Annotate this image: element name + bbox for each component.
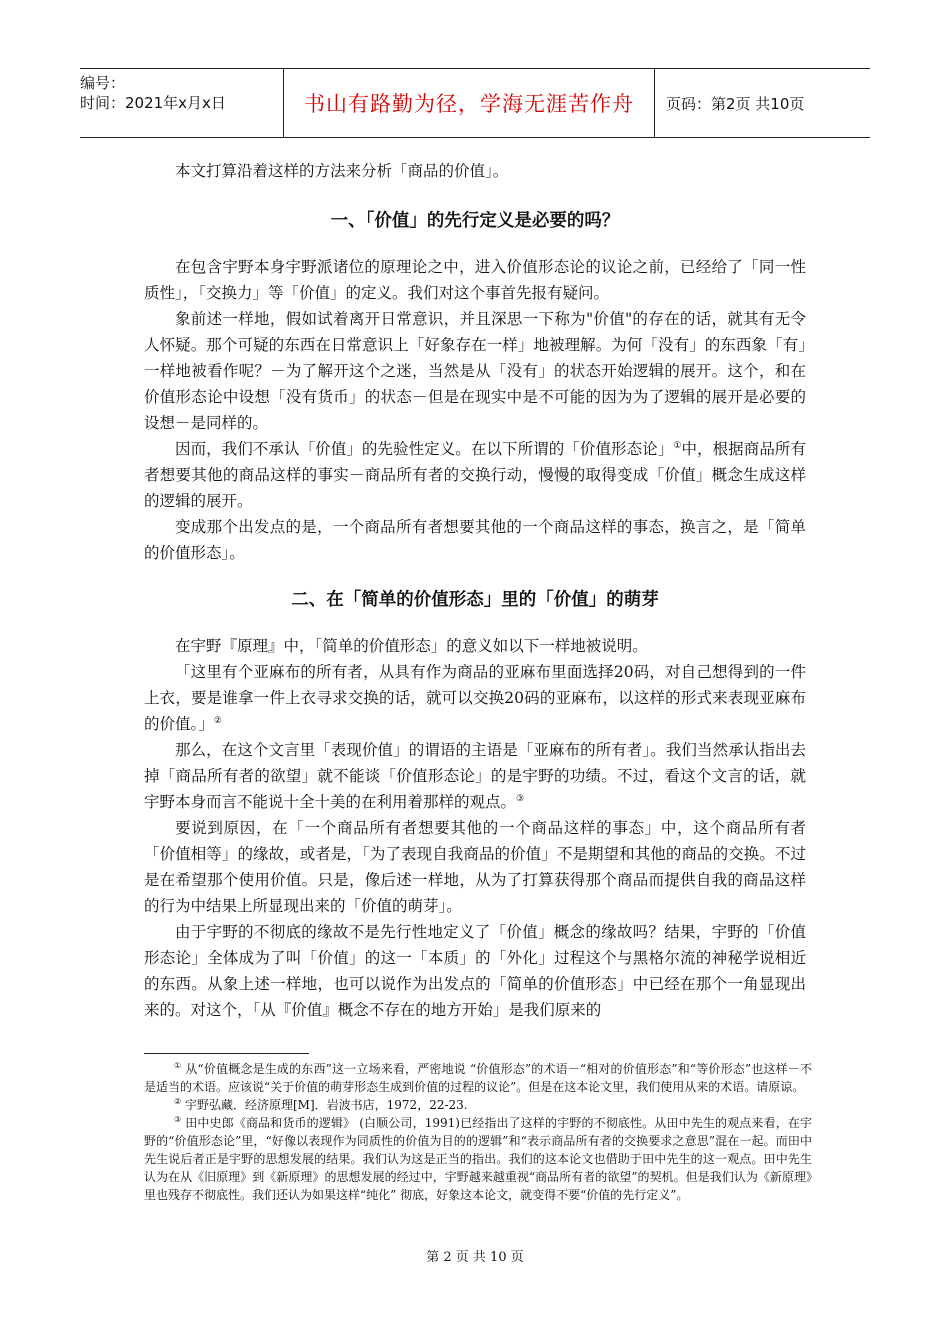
section2-paragraph-2 <box>144 659 806 737</box>
section2-paragraph-4: 要说到原因，在「一个商品所有者想要其他的一个商品这样的事态」中，这个商品所有者「价值相等」的缘故，或者是，「为了表现自我商品的价值」不是期望和其他的商品的交换。不过是在希望那个使用价值。只是，像后述一样地，从为了打算获得那个商品而提供自我的商品这样的行为中结果上所显现出来的「价值的萌芽」。 <box>144 819 806 915</box>
footnote-mark-2: ② <box>174 1097 182 1106</box>
footnote-ref-2: ② <box>213 715 222 726</box>
section2-p3-text: 那么，在这个文言里「表现价值」的谓语的主语是「亚麻布的所有者」。我们当然承认指出去掉「商品所有者的欲望」就不能谈「价值形态论」的是宇野的功绩。不过，看这个文言的话，就宇野本身而言不能说十全十美的在利用着那样的观点。 <box>144 741 806 811</box>
section2-paragraph-3 <box>144 737 806 815</box>
intro-paragraph: 本文打算沿着这样的方法来分析「商品的价值」。 <box>175 162 509 180</box>
footnote-text-3: 田中史郎《商品和货币的逻辑》 (白顺公司，1991)已经指出了这样的宇野的不彻底性。从田中先生的观点来看，在宇野的“价值形态论”里，“好像以表现作为同质性的价值为目的的逻辑”和“表示商品所有者的交换要求之意思”混在一起。而田中先生说后者正是宇野的思想发展的结果。我们认为这是正当的指出。我们的这本论文也借助于田中先生的这一观点。田中先生认为在从《旧原理》到《新原理》的思想发展的经过中，宇野越来越重视“商品所有者的欲望”的契机。但是我们认为《新原理》里也残存不彻底性。我们还认为如果这样“纯化” 彻底，好象这本论文，就变得不要“价值的先行定义”。 <box>144 1116 812 1202</box>
section2-paragraph-5: 由于宇野的不彻底的缘故不是先行性地定义了「价值」概念的缘故吗？结果，宇野的「价值形态论」全体成为了叫「价值」的这一「本质」的「外化」过程这个与黑格尔流的神秘学说相近的东西。从象上述一样地，也可以说作为出发点的「简单的价值形态」中已经在那个一角显现出来的。对这个，「从『价值』概念不存在的地方开始」是我们原来的 <box>144 923 806 1019</box>
header-page-info: 页码：第2页 共10页 <box>666 94 805 113</box>
section2-heading: 二、在「简单的价值形态」里的「价值」的萌芽 <box>291 590 659 610</box>
page-header <box>80 68 870 138</box>
footnote-3 <box>144 1114 812 1204</box>
section1-p3-text-a: 因而，我们不承认「价值」的先验性定义。在以下所谓的「价值形态论」 <box>175 440 674 458</box>
footnote-2 <box>144 1096 812 1114</box>
section1-paragraph-3 <box>144 436 806 514</box>
section1-paragraph-4: 变成那个出发点的是，一个商品所有者想要其他的一个商品这样的事态，换言之，是「简单的价值形态」。 <box>144 518 806 562</box>
section2-p2-text: 「这里有个亚麻布的所有者，从具有作为商品的亚麻布里面选择20码，对自己想得到的一件上衣，要是谁拿一件上衣寻求交换的话，就可以交换20码的亚麻布，以这样的形式来表现亚麻布的价值。」 <box>144 663 806 733</box>
footnote-1 <box>144 1060 812 1096</box>
footnote-text-1: 从“价值概念是生成的东西”这一立场来看，严密地说 “价值形态”的术语－“相对的价值形态”和“等价形态”也这样－不是适当的术语。应该说“关于价值的萌芽形态生成到价值的过程的议论”。但是在这本论文里，我们使用从来的术语。请原谅。 <box>144 1062 812 1094</box>
section1-paragraph-2: 象前述一样地，假如试着离开日常意识，并且深思一下称为"价值"的存在的话，就其有无令人怀疑。那个可疑的东西在日常意识上「好象存在一样」地被理解。为何「没有」的东西象「有」一样地被看作呢？－为了解开这个之迷，当然是从「没有」的状态开始逻辑的展开。这个，和在价值形态论中设想「没有货币」的状态－但是在现实中是不可能的因为为了逻辑的展开是必要的设想－是同样的。 <box>144 310 806 432</box>
section1-heading: 一、「价值」的先行定义是必要的吗？ <box>330 211 620 231</box>
footnotes <box>144 1060 812 1204</box>
header-motto: 书山有路勤为径，学海无涯苦作舟 <box>283 69 655 137</box>
section2-paragraph-1: 在宇野『原理』中，「简单的价值形态」的意义如以下一样地被说明。 <box>175 637 648 655</box>
document-number-label: 编号： <box>80 74 126 92</box>
footnote-ref-3: ③ <box>516 793 525 804</box>
section1-paragraph-1: 在包含宇野本身宇野派诸位的原理论之中，进入价值形态论的议论之前，已经给了「同一性质性」，「交换力」等「价值」的定义。我们对这个事首先报有疑问。 <box>144 258 806 302</box>
footnote-mark-1: ① <box>174 1061 182 1070</box>
document-body <box>144 158 806 1023</box>
header-meta <box>80 69 280 141</box>
footnote-text-2: 宇野弘藏．经济原理[M]．岩波书店，1972，22-23. <box>185 1098 468 1112</box>
section1-p3-text-b: 中，根据商品所有者想要其他的商品这样的事实－商品所有者的交换行动，慢慢的取得变成「价值」概念生成这样的逻辑的展开。 <box>144 440 806 510</box>
document-time-label: 时间：2021年x月x日 <box>80 94 226 112</box>
page-footer: 第 2 页 共 10 页 <box>426 1250 524 1265</box>
footnote-mark-3: ③ <box>174 1115 182 1124</box>
footnote-ref-1: ① <box>673 440 682 451</box>
footnote-divider <box>144 1053 309 1054</box>
